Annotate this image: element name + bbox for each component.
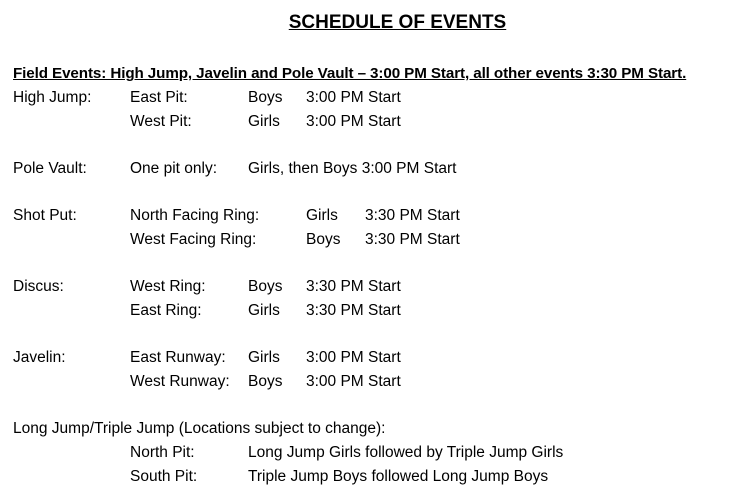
event-location: North Facing Ring: bbox=[130, 207, 260, 224]
event-time: 3:30 PM Start bbox=[306, 278, 401, 295]
field-events-intro: Field Events: High Jump, Javelin and Pole Vault – 3:00 PM Start, all other events 3:30 PM Start. bbox=[13, 65, 687, 82]
event-name-shot-put: Shot Put: bbox=[13, 207, 77, 224]
event-location: One pit only: bbox=[130, 160, 218, 177]
event-detail: Triple Jump Boys followed Long Jump Boys bbox=[248, 468, 549, 485]
event-time: 3:30 PM Start bbox=[306, 302, 401, 319]
event-location: West Ring: bbox=[130, 278, 206, 295]
event-location: West Facing Ring: bbox=[130, 231, 257, 248]
event-location: North Pit: bbox=[130, 444, 195, 461]
event-name-discus: Discus: bbox=[13, 278, 64, 295]
event-time: 3:30 PM Start bbox=[365, 231, 460, 248]
event-name-high-jump: High Jump: bbox=[13, 89, 92, 106]
event-name-pole-vault: Pole Vault: bbox=[13, 160, 87, 177]
event-name-javelin: Javelin: bbox=[13, 349, 66, 366]
event-group: Girls bbox=[248, 113, 280, 130]
event-location: East Ring: bbox=[130, 302, 202, 319]
event-detail: Girls, then Boys 3:00 PM Start bbox=[248, 160, 457, 177]
event-location: East Runway: bbox=[130, 349, 226, 366]
event-group: Girls bbox=[306, 207, 338, 224]
event-group: Boys bbox=[248, 373, 283, 390]
event-group: Boys bbox=[248, 278, 283, 295]
event-name-jumps: Long Jump/Triple Jump (Locations subject to change): bbox=[13, 420, 386, 437]
event-time: 3:30 PM Start bbox=[365, 207, 460, 224]
event-location: East Pit: bbox=[130, 89, 188, 106]
event-time: 3:00 PM Start bbox=[306, 373, 401, 390]
event-detail: Long Jump Girls followed by Triple Jump Girls bbox=[248, 444, 564, 461]
page-title: SCHEDULE OF EVENTS bbox=[288, 12, 507, 33]
event-location: South Pit: bbox=[130, 468, 198, 485]
event-group: Girls bbox=[248, 349, 280, 366]
event-group: Girls bbox=[248, 302, 280, 319]
event-group: Boys bbox=[248, 89, 283, 106]
event-time: 3:00 PM Start bbox=[306, 349, 401, 366]
event-time: 3:00 PM Start bbox=[306, 89, 401, 106]
event-group: Boys bbox=[306, 231, 341, 248]
event-location: West Pit: bbox=[130, 113, 192, 130]
event-time: 3:00 PM Start bbox=[306, 113, 401, 130]
event-location: West Runway: bbox=[130, 373, 230, 390]
